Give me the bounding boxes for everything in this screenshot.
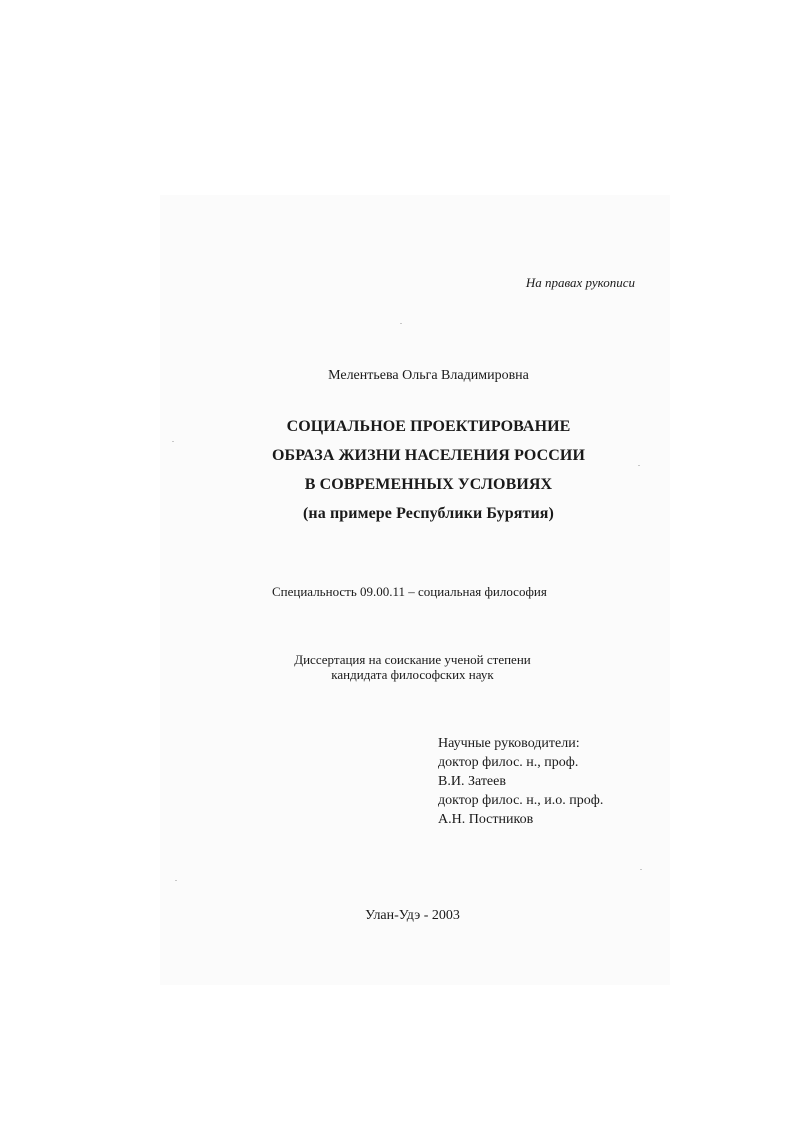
supervisor-line: доктор филос. н., проф. xyxy=(438,755,579,770)
supervisor-line: А.Н. Постников xyxy=(438,812,534,827)
title-line: СОЦИАЛЬНОЕ ПРОЕКТИРОВАНИЕ xyxy=(286,418,571,435)
specialty: Специальность 09.00.11 – социальная философия xyxy=(272,584,547,599)
title-line: В СОВРЕМЕННЫХ УСЛОВИЯХ xyxy=(304,476,553,493)
dissertation-title xyxy=(0,412,795,528)
degree-statement xyxy=(0,652,795,682)
scan-speck xyxy=(175,880,177,881)
author-name: Мелентьева Ольга Владимировна xyxy=(328,368,529,383)
degree-line: кандидата философских наук xyxy=(331,667,494,682)
scan-speck xyxy=(640,869,642,870)
supervisor-line: В.И. Затеев xyxy=(438,774,506,789)
scan-speck xyxy=(400,323,402,324)
place-and-year: Улан-Удэ - 2003 xyxy=(365,908,460,923)
degree-line: Диссертация на соискание ученой степени xyxy=(294,652,531,667)
supervisors-heading: Научные руководители: xyxy=(438,736,580,751)
supervisors-block xyxy=(438,734,603,829)
supervisor-line: доктор филос. н., и.о. проф. xyxy=(438,793,604,808)
title-line: ОБРАЗА ЖИЗНИ НАСЕЛЕНИЯ РОССИИ xyxy=(272,447,585,464)
manuscript-note: На правах рукописи xyxy=(525,275,635,290)
title-subtitle: (на примере Республики Бурятия) xyxy=(303,505,554,522)
